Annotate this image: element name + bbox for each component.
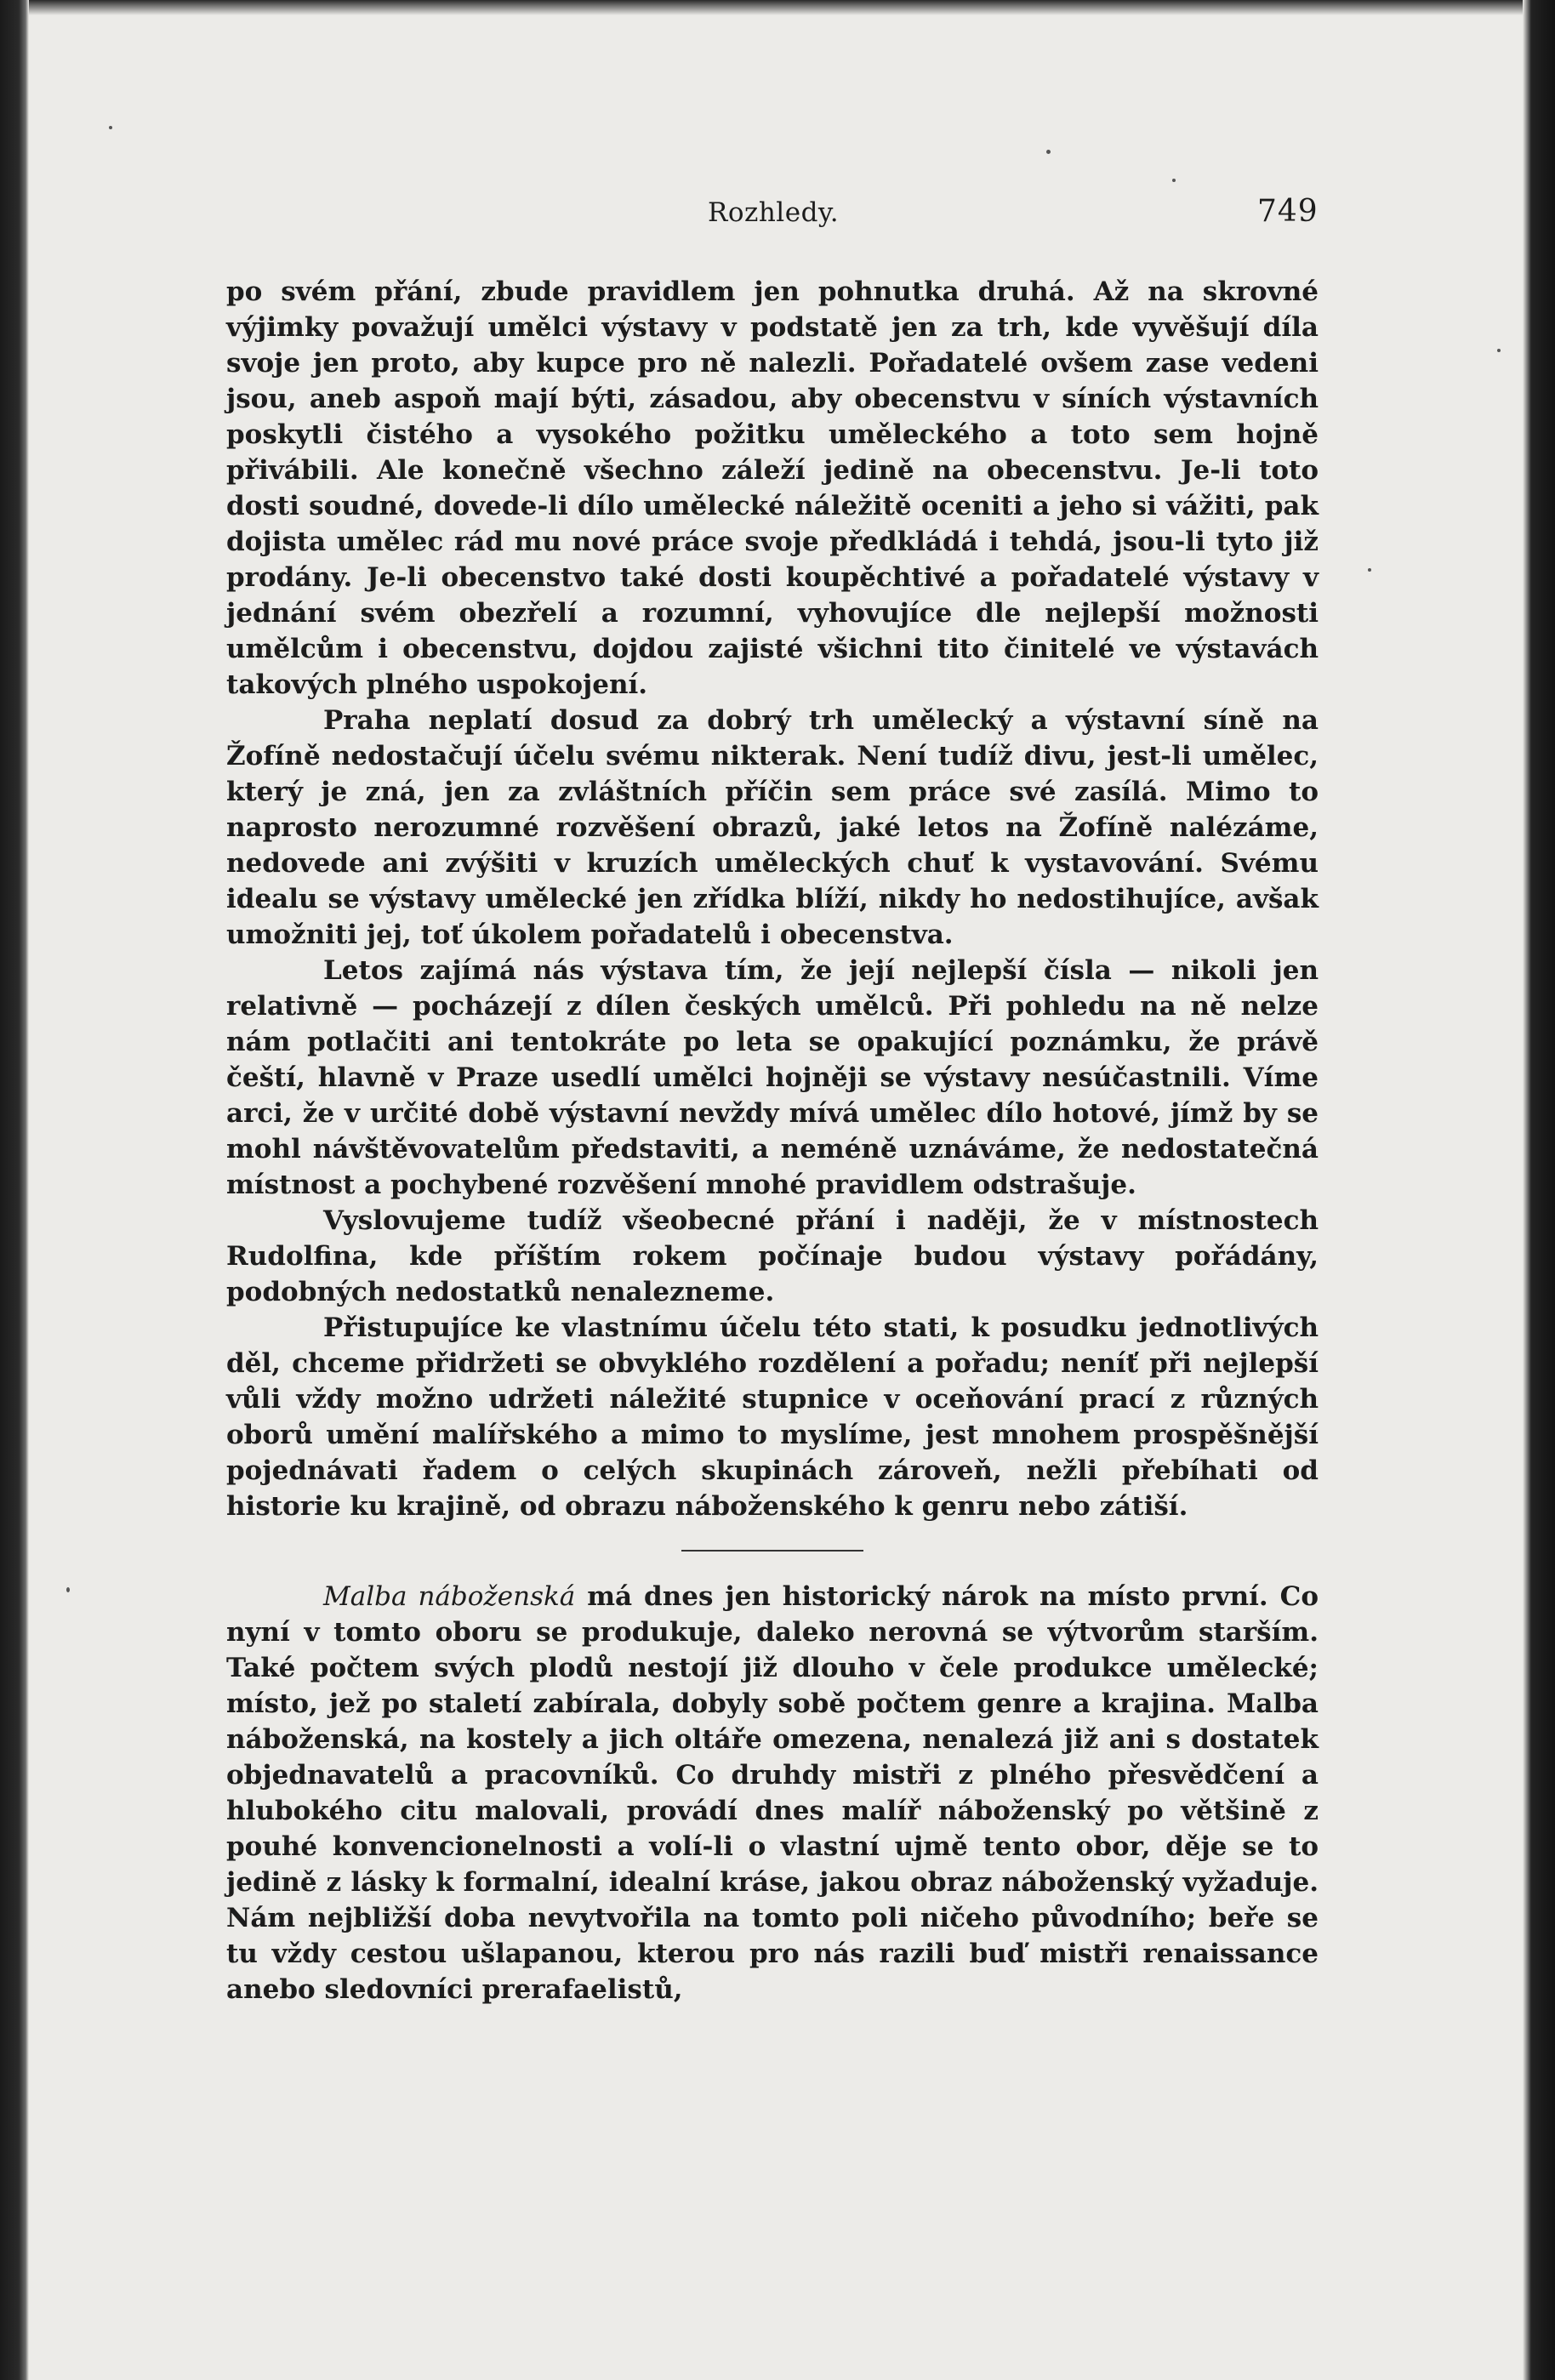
page-number: 749 (1257, 194, 1319, 229)
scan-speck (1172, 179, 1176, 182)
text-block (226, 274, 1319, 2007)
scan-left-edge (0, 0, 29, 2380)
paragraph-this-year: Letos zajímá nás výstava tím, že její nejlepší čísla — nikoli jen relativně — pocházejí z dílen českých umělců. Při pohledu na ně nelze nám potlačiti ani tentokráte po leta se opakující poznámku, že právě čeští, hlavně v Praze usedlí umělci hojněji se výstavy nesúčastnili. Víme arci, že v určité době výstavní nevždy mívá umělec dílo hotové, jímž by se mohl návštěvovatelům představiti, a neméně uznáváme, že nedostatečná místnost a pochybené rozvěšení mnohé pravidlem odstrašuje. (226, 955, 1319, 1200)
scan-speck (1046, 150, 1051, 154)
scan-speck (1368, 568, 1371, 572)
running-head: Rozhledy. (708, 197, 840, 228)
paragraph-approach: Přistupujíce ke vlastnímu účelu této stati, k posudku jednotlivých děl, chceme přidržeti se obvyklého rozdělení a pořadu; neníť při nejlepší vůli vždy možno udržeti náležité stupnice v oceňování prací z různých oborů umění malířského a mimo to myslíme, jest mnohem prospěšnější pojednávati řadem o celých skupinách zároveň, nežli přebíhati od historie ku krajině, od obrazu náboženského k genru nebo zátiší. (226, 1312, 1319, 1522)
scan-speck (66, 1587, 70, 1592)
section-text: má dnes jen historický nárok na místo první. Co nyní v tomto oboru se produkuje, daleko nerovná se výtvorům starším. Také počtem svých plodů nestojí již dlouho v čele produkce umělecké; místo, jež po staletí zabírala, dobyly sobě počtem genre a krajina. Malba náboženská, na kostely a jich oltáře omezena, nenalezá již ani s dostatek objednavatelů a pracovníků. Co druhdy mistři z plného přesvědčení a hlubokého citu malovali, provádí dnes malíř náboženský po většině z pouhé konvencionelnosti a volí-li o vlastní ujmě tento obor, děje se to jedině z lásky k formalní, idealní kráse, jakou obraz náboženský vyžaduje. Nám nejbližší doba nevytvořila na tomto poli ničeho původního; beře se tu vždy cestou ušlapanou, kterou pro nás razili buď mistři renaissance anebo sledovníci prerafaelistů, (226, 1581, 1319, 2005)
scan-top-edge (0, 0, 1555, 15)
paragraph-continued: po svém přání, zbude pravidlem jen pohnutka druhá. Až na skrovné výjimky považují umělci výstavy v podstatě jen za trh, kde vyvěšují díla svoje jen proto, aby kupce pro ně nalezli. Pořadatelé ovšem zase vedeni jsou, aneb aspoň mají býti, zásadou, aby obecenstvu v síních výstavních poskytli čistého a vysokého požitku uměleckého a toto sem hojně přivábili. Ale konečně všechno záleží jedině na obecenstvu. Je-li toto dosti soudné, dovede-li dílo umělecké náležitě oceniti a jeho si vážiti, pak dojista umělec rád mu nové práce svoje předkládá i tehdá, jsou-li tyto již prodány. Je-li obecenstvo také dosti koupěchtivé a pořadatelé výstavy v jednání svém obezřelí a rozumní, vyhovujíce dle nejlepší možnosti umělcům i obecenstvu, dojdou zajisté všichni tito činitelé ve výstavách takových plného uspokojení. (226, 276, 1319, 700)
paragraph-prague-market: Praha neplatí dosud za dobrý trh umělecký a výstavní síně na Žofíně nedostačují účelu svému nikterak. Není tudíž divu, jest-li umělec, který je zná, jen za zvláštních příčin sem práce své zasílá. Mimo to naprosto nerozumné rozvěšení obrazů, jaké letos na Žofíně nalézáme, nedovede ani zvýšiti v kruzích uměleckých chuť k vystavování. Svému idealu se výstavy umělecké jen zřídka blíží, nikdy ho nedostihujíce, avšak umožniti jej, toť úkolem pořadatelů i obecenstva. (226, 705, 1319, 950)
section-divider (681, 1550, 863, 1552)
scan-speck (109, 126, 112, 129)
scan-right-edge (1523, 0, 1555, 2380)
section-title: Malba náboženská (323, 1581, 576, 1612)
paragraph-rudolfinum: Vyslovujeme tudíž všeobecné přání i naději, že v místnostech Rudolfina, kde příštím rokem počínaje budou výstavy pořádány, podobných nedostatků nenalezneme. (226, 1205, 1319, 1307)
scan-speck (1497, 349, 1501, 352)
paragraph-religious-painting (226, 1579, 1319, 2007)
